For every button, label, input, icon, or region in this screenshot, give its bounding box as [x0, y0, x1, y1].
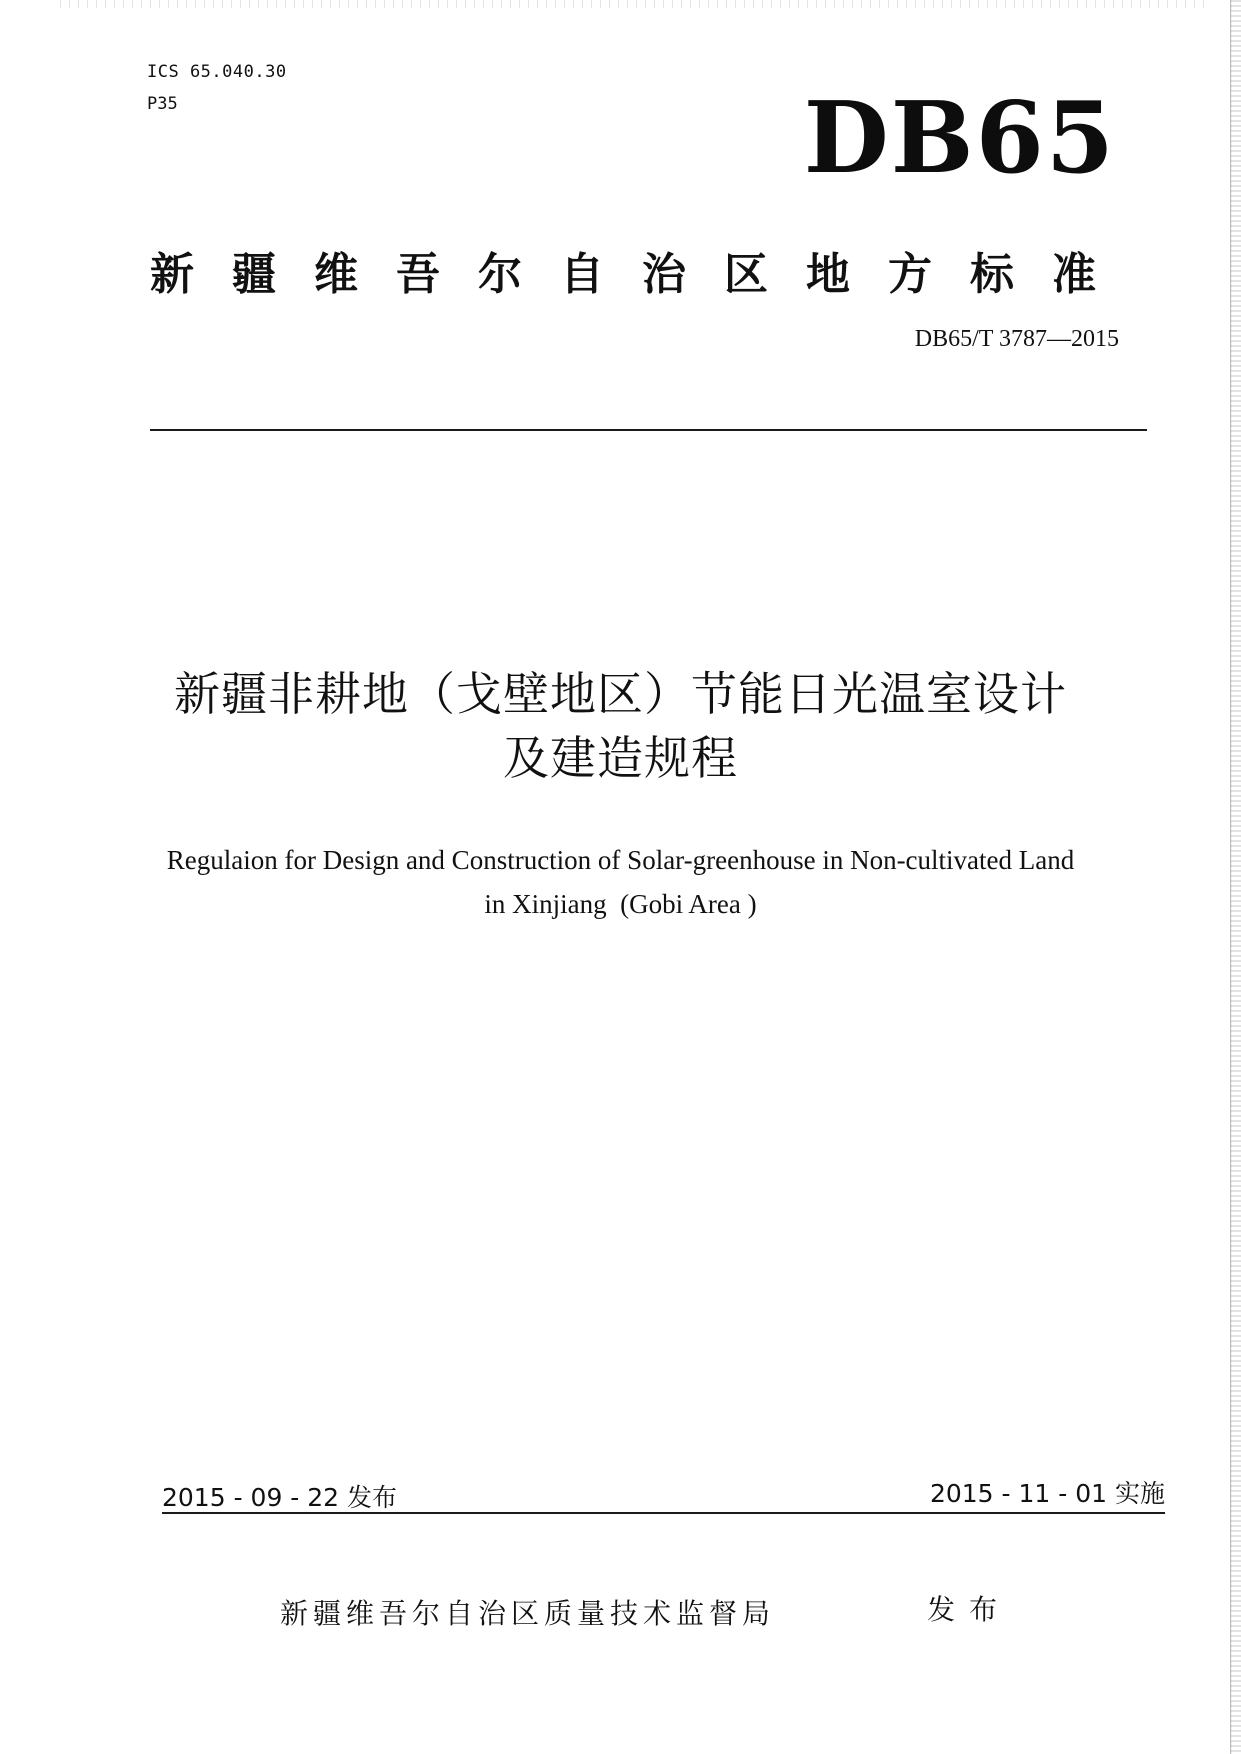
publish-label: 发布 — [927, 1593, 1012, 1626]
scan-artifact-top — [60, 0, 1210, 8]
title-cn-line-1: 新疆非耕地（戈壁地区）节能日光温室设计 — [174, 667, 1067, 721]
document-title-cn — [100, 662, 1141, 790]
header-divider — [150, 429, 1147, 431]
release-date: 2015 - 09 - 22 发布 — [162, 1483, 398, 1512]
standard-logo: DB65 — [803, 81, 1116, 196]
document-title-en — [100, 838, 1141, 926]
ccs-code: P35 — [147, 94, 178, 114]
footer-divider — [162, 1512, 1165, 1514]
title-en-line-1: Regulaion for Design and Construction of Solar-greenhouse in Non-cultivated Land — [166, 845, 1075, 875]
title-cn-line-2: 及建造规程 — [503, 731, 738, 785]
ics-code: ICS 65.040.30 — [147, 62, 287, 82]
effective-date: 2015 - 11 - 01 实施 — [929, 1479, 1165, 1508]
standard-type-heading: 新疆维吾尔自治区地方标准 — [150, 249, 1134, 300]
standard-number: DB65/T 3787—2015 — [914, 326, 1119, 352]
title-en-line-2: in Xinjiang (Gobi Area ) — [484, 889, 757, 919]
publisher-name: 新疆维吾尔自治区质量技术监督局 — [280, 1597, 776, 1630]
scan-artifact-edge — [1231, 0, 1241, 1754]
